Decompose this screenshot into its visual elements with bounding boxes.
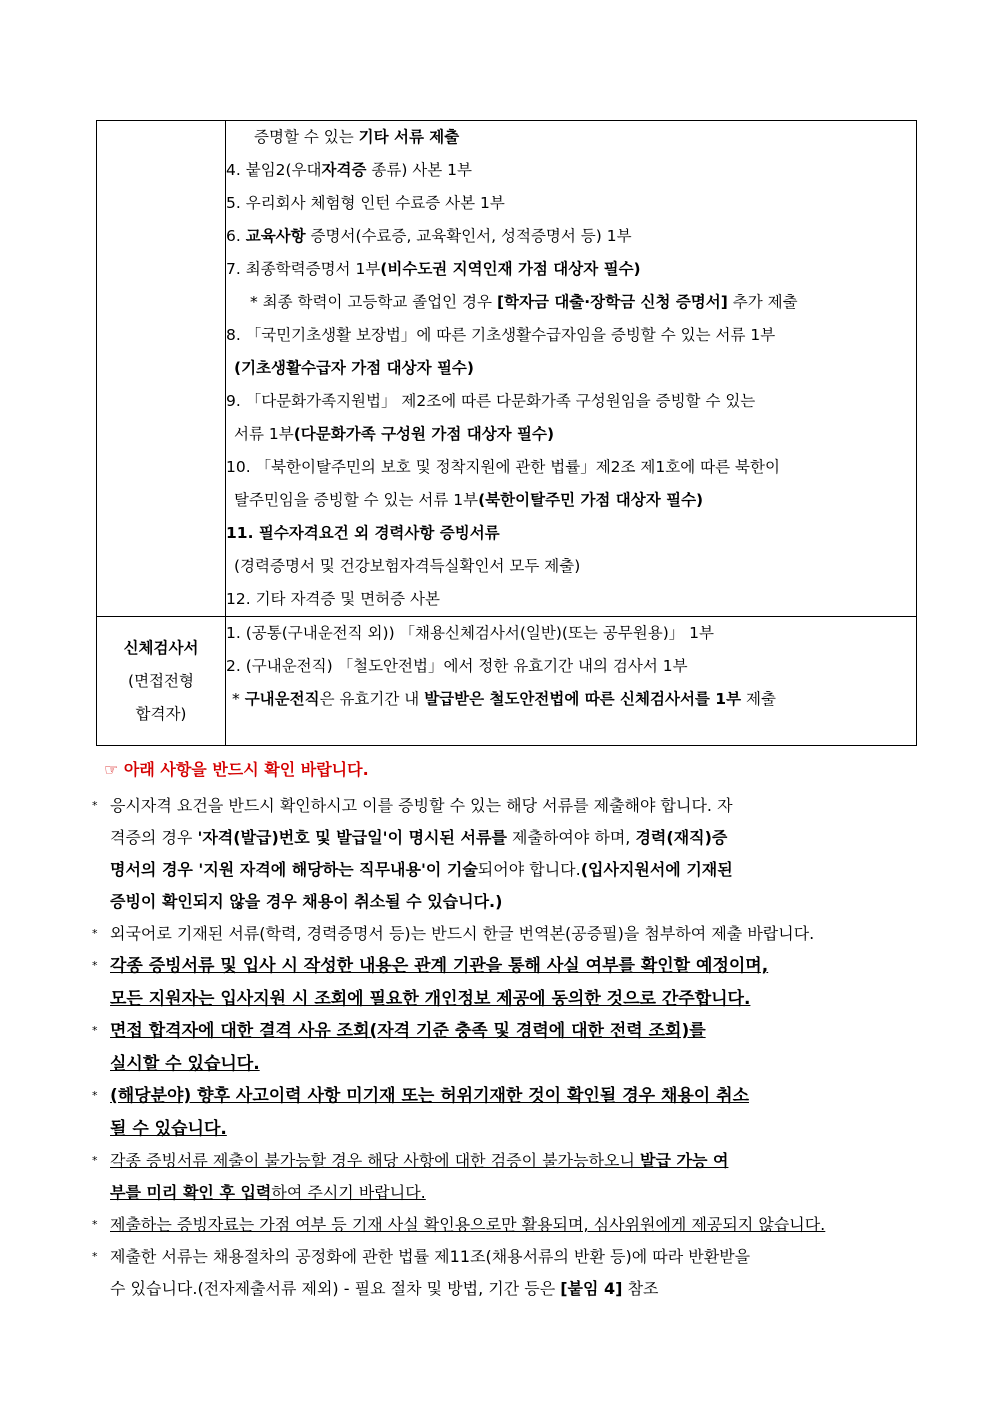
text-run: 증명할 수 있는 bbox=[254, 128, 359, 146]
notice-line bbox=[110, 950, 922, 983]
notice-line bbox=[110, 854, 922, 886]
text-run: 제출한 서류는 채용절차의 공정화에 관한 법률 제11조(채용서류의 반환 등)에 따라 반환받을 bbox=[110, 1247, 751, 1266]
text-run: (다문화가족 구성원 가점 대상자 필수) bbox=[293, 425, 555, 443]
notice-item bbox=[92, 1241, 922, 1305]
text-run: 명서의 경우 '지원 자격에 해당하는 직무내용'이 기술 bbox=[110, 860, 478, 879]
text-run: [학자금 대출·장학금 신청 증명서] bbox=[496, 293, 728, 311]
text-run: 발급 가능 여 bbox=[640, 1151, 729, 1170]
document-table bbox=[96, 120, 917, 746]
text-run: 12. 기타 자격증 및 면허증 사본 bbox=[226, 590, 440, 608]
medical-line bbox=[226, 683, 916, 716]
text-run: (경력증명서 및 건강보험자격득실확인서 모두 제출) bbox=[234, 557, 581, 575]
text-run: * bbox=[232, 690, 245, 708]
requirement-line bbox=[226, 253, 916, 286]
row2-sublabel-2: 합격자) bbox=[135, 704, 187, 723]
notice-line bbox=[110, 1080, 922, 1113]
medical-line bbox=[226, 650, 916, 683]
bullet-marker: * bbox=[92, 1089, 98, 1102]
notice-item bbox=[92, 918, 922, 950]
requirement-line bbox=[226, 187, 916, 220]
text-run: 참조 bbox=[622, 1279, 659, 1298]
notes-list bbox=[92, 790, 922, 1305]
text-run: 서류 1부 bbox=[234, 425, 294, 443]
text-run: 하여 주시기 바랍니다. bbox=[271, 1183, 426, 1202]
row2-sublabel-1: (면접전형 bbox=[128, 671, 194, 690]
text-run: 11. 필수자격요건 외 경력사항 증빙서류 bbox=[226, 524, 500, 542]
notice-line bbox=[110, 1145, 922, 1177]
text-run: 9. 「다문화가족지원법」 제2조에 따른 다문화가족 구성원임을 증빙할 수 있는 bbox=[226, 392, 756, 410]
bullet-marker: * bbox=[92, 1218, 98, 1231]
text-run: (해당분야) 향후 사고이력 사항 미기재 또는 허위기재한 것이 확인될 경우 채용이 취소 bbox=[110, 1086, 749, 1106]
text-run: 모든 지원자는 입사지원 시 조회에 필요한 개인정보 제공에 동의한 것으로 간주합니다. bbox=[110, 988, 751, 1009]
text-run: 제출 bbox=[741, 690, 776, 708]
requirement-line bbox=[226, 583, 916, 616]
notice-item bbox=[92, 1015, 922, 1080]
bullet-marker: * bbox=[92, 799, 98, 812]
requirement-line bbox=[226, 517, 916, 550]
notice-line bbox=[110, 886, 922, 918]
row2-label-cell bbox=[97, 617, 226, 746]
text-run: 7. 최종학력증명서 1부 bbox=[226, 260, 381, 278]
text-run: [붙임 4] bbox=[560, 1279, 623, 1298]
text-run: 기타 서류 제출 bbox=[358, 128, 460, 146]
requirement-line bbox=[226, 385, 916, 418]
notice-line bbox=[110, 822, 922, 854]
text-run: 증명서(수료증, 교육확인서, 성적증명서 등) 1부 bbox=[305, 227, 632, 245]
text-run: 제출하여야 하며, bbox=[506, 828, 636, 847]
text-run: 10. 「북한이탈주민의 보호 및 정착지원에 관한 법률」제2조 제1호에 따른 북한이 bbox=[226, 458, 780, 476]
text-run: 2. (구내운전직) 「철도안전법」에서 정한 유효기간 내의 검사서 1부 bbox=[226, 657, 688, 675]
text-run: '자격(발급)번호 및 발급일'이 명시된 서류를 bbox=[197, 828, 507, 847]
text-run: 응시자격 요건을 반드시 확인하시고 이를 증빙할 수 있는 해당 서류를 제출해야 합니다. 자 bbox=[110, 796, 733, 815]
text-run: 종류) 사본 1부 bbox=[366, 161, 473, 179]
bullet-marker: * bbox=[92, 959, 98, 972]
requirement-line bbox=[226, 319, 916, 352]
medical-line bbox=[226, 617, 916, 650]
text-run: 자격증 bbox=[321, 161, 367, 179]
text-run: 제출하는 증빙자료는 가점 여부 등 기재 사실 확인용으로만 활용되며, 심사위원에게 제공되지 않습니다. bbox=[110, 1215, 826, 1234]
text-run: 5. 우리회사 체험형 인턴 수료증 사본 1부 bbox=[226, 194, 505, 212]
text-run: 부를 미리 확인 후 입력 bbox=[110, 1183, 272, 1202]
text-run: 각종 증빙서류 및 입사 시 작성한 내용은 관계 기관을 통해 사실 여부를 확인할 예정이며, bbox=[110, 956, 769, 976]
text-run: 8. 「국민기초생활 보장법」에 따른 기초생활수급자임을 증빙할 수 있는 서류 1부 bbox=[226, 326, 776, 344]
text-run: 6. bbox=[226, 227, 246, 245]
text-run: 되어야 합니다. bbox=[477, 860, 581, 879]
bullet-marker: * bbox=[92, 1024, 98, 1037]
notice-line bbox=[110, 983, 922, 1016]
requirement-line bbox=[226, 220, 916, 253]
notice-line bbox=[110, 1113, 922, 1146]
text-run: 각종 증빙서류 제출이 불가능할 경우 해당 사항에 대한 검증이 불가능하오니 bbox=[110, 1151, 640, 1170]
bullet-marker: * bbox=[92, 1154, 98, 1167]
text-run: 4. 붙임2(우대 bbox=[226, 161, 322, 179]
text-run: 1. (공통(구내운전직 외)) 「채용신체검사서(일반)(또는 공무원용)」 1부 bbox=[226, 624, 715, 642]
row1-left-cell bbox=[97, 121, 226, 617]
row2-content-cell bbox=[226, 617, 917, 746]
notice-line bbox=[110, 1241, 922, 1273]
notice-line bbox=[110, 918, 922, 950]
text-run: 면접 합격자에 대한 결격 사유 조회(자격 기준 충족 및 경력에 대한 전력 조회)를 bbox=[110, 1021, 706, 1041]
text-run: 추가 제출 bbox=[727, 293, 798, 311]
requirement-line bbox=[226, 121, 916, 154]
requirement-line bbox=[226, 550, 916, 583]
text-run: * 최종 학력이 고등학교 졸업인 경우 bbox=[250, 293, 497, 311]
text-run: 수 있습니다.(전자제출서류 제외) - 필요 절차 및 방법, 기간 등은 bbox=[110, 1279, 561, 1298]
row2-label: 신체검사서 bbox=[123, 638, 199, 657]
notice-line bbox=[110, 1273, 922, 1305]
bullet-marker: * bbox=[92, 927, 98, 940]
text-run: 경력(재직)증 bbox=[635, 828, 728, 847]
notice-item bbox=[92, 1209, 922, 1241]
notice-line bbox=[110, 1177, 922, 1209]
text-run: 구내운전직 bbox=[244, 690, 320, 708]
text-run: (북한이탈주민 가점 대상자 필수) bbox=[478, 491, 704, 509]
text-run: 은 유효기간 내 bbox=[319, 690, 425, 708]
text-run: 될 수 있습니다. bbox=[110, 1118, 227, 1139]
notice-item bbox=[92, 790, 922, 918]
requirement-line bbox=[226, 451, 916, 484]
requirement-line bbox=[226, 484, 916, 517]
notice-item bbox=[92, 1080, 922, 1145]
text-run: 교육사항 bbox=[245, 227, 306, 245]
text-run: 증빙이 확인되지 않을 경우 채용이 취소될 수 있습니다.) bbox=[110, 892, 503, 911]
text-run: 실시할 수 있습니다. bbox=[110, 1053, 260, 1074]
notice-item bbox=[92, 1145, 922, 1209]
text-run: (기초생활수급자 가점 대상자 필수) bbox=[234, 359, 474, 377]
requirement-line bbox=[226, 154, 916, 187]
notice-item bbox=[92, 950, 922, 1015]
text-run: (비수도권 지역인재 가점 대상자 필수) bbox=[380, 260, 641, 278]
notice-line bbox=[110, 1048, 922, 1081]
row1-content-cell bbox=[226, 121, 917, 617]
bullet-marker: * bbox=[92, 1250, 98, 1263]
requirement-line bbox=[226, 286, 916, 319]
text-run: 발급받은 철도안전법에 따른 신체검사서를 1부 bbox=[424, 690, 742, 708]
text-run: 외국어로 기재된 서류(학력, 경력증명서 등)는 반드시 한글 번역본(공증필)을 첨부하여 제출 바랍니다. bbox=[110, 924, 815, 943]
requirement-line bbox=[226, 418, 916, 451]
requirement-line bbox=[226, 352, 916, 385]
notice-line bbox=[110, 1209, 922, 1241]
notice-line bbox=[110, 1015, 922, 1048]
notice-heading: ☞ 아래 사항을 반드시 확인 바랍니다. bbox=[104, 760, 369, 779]
text-run: 탈주민임을 증빙할 수 있는 서류 1부 bbox=[234, 491, 479, 509]
text-run: (입사지원서에 기재된 bbox=[580, 860, 733, 879]
notice-line bbox=[110, 790, 922, 822]
text-run: 격증의 경우 bbox=[110, 828, 198, 847]
